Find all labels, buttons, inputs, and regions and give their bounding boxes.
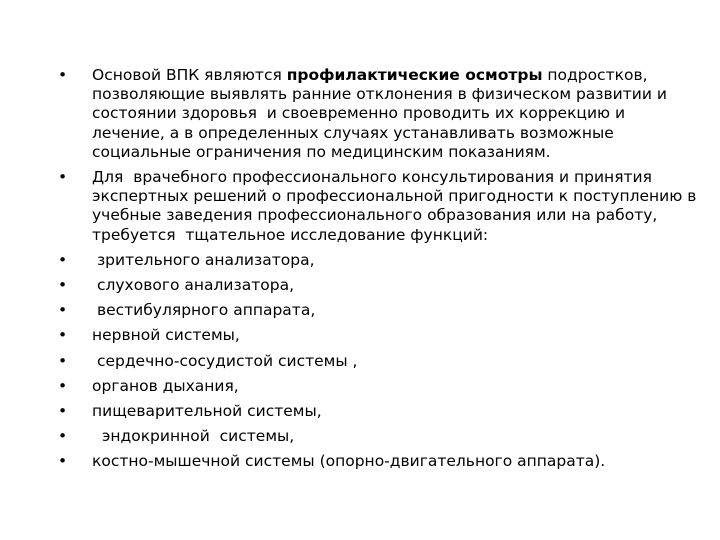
bullet-icon: • bbox=[58, 351, 68, 370]
bullet-icon: • bbox=[58, 326, 68, 345]
item-text: Для врачебного профессионального консультирования и принятия экспертных решений о профессиональной пригодности к поступлению в учебные заведения профессионального образования или на работу, требуется тщательное исследование функций: bbox=[92, 168, 702, 244]
list-item-consulting bbox=[58, 168, 702, 245]
bullet-icon: • bbox=[58, 168, 68, 187]
list-item-auditory bbox=[58, 276, 698, 295]
bullet-list bbox=[58, 66, 702, 478]
item-text-before: Основой ВПК являются bbox=[92, 66, 287, 84]
list-item-nervous bbox=[58, 326, 698, 345]
item-text-bold: профилактические осмотры bbox=[286, 66, 543, 84]
item-text: нервной системы, bbox=[92, 326, 240, 345]
item-text-after: подростков, позволяющие выявлять ранние отклонения в физическом развитии и состоянии здоровья и своевременно проводить их коррекцию и лечение, а в определенных случаях устанавливать возможные социальные ограничения по медицинским показаниям. bbox=[92, 66, 677, 161]
item-text: органов дыхания, bbox=[92, 376, 239, 395]
list-item-endocrine bbox=[58, 427, 698, 446]
bullet-icon: • bbox=[58, 376, 68, 395]
list-item-digestive bbox=[58, 402, 698, 421]
list-item-intro bbox=[58, 66, 698, 162]
item-text: костно-мышечной системы (опорно-двигательного аппарата). bbox=[92, 452, 606, 471]
item-text: эндокринной системы, bbox=[92, 427, 295, 446]
bullet-icon: • bbox=[58, 301, 68, 320]
bullet-icon: • bbox=[58, 276, 68, 295]
list-item-visual bbox=[58, 251, 698, 270]
bullet-icon: • bbox=[58, 66, 68, 84]
list-item-cardiovascular bbox=[58, 352, 698, 371]
bullet-icon: • bbox=[58, 427, 68, 446]
item-text: вестибулярного аппарата, bbox=[92, 301, 316, 320]
bullet-icon: • bbox=[58, 452, 68, 471]
bullet-icon: • bbox=[58, 402, 68, 421]
item-text: пищеварительной системы, bbox=[92, 402, 322, 421]
item-text: слухового анализатора, bbox=[92, 276, 294, 295]
item-text: зрительного анализатора, bbox=[92, 250, 315, 269]
list-item-musculoskeletal bbox=[58, 452, 698, 471]
list-item-respiratory bbox=[58, 377, 698, 396]
bullet-icon: • bbox=[58, 250, 68, 269]
list-item-vestibular bbox=[58, 301, 698, 320]
item-text: сердечно-сосудистой системы , bbox=[92, 351, 358, 370]
